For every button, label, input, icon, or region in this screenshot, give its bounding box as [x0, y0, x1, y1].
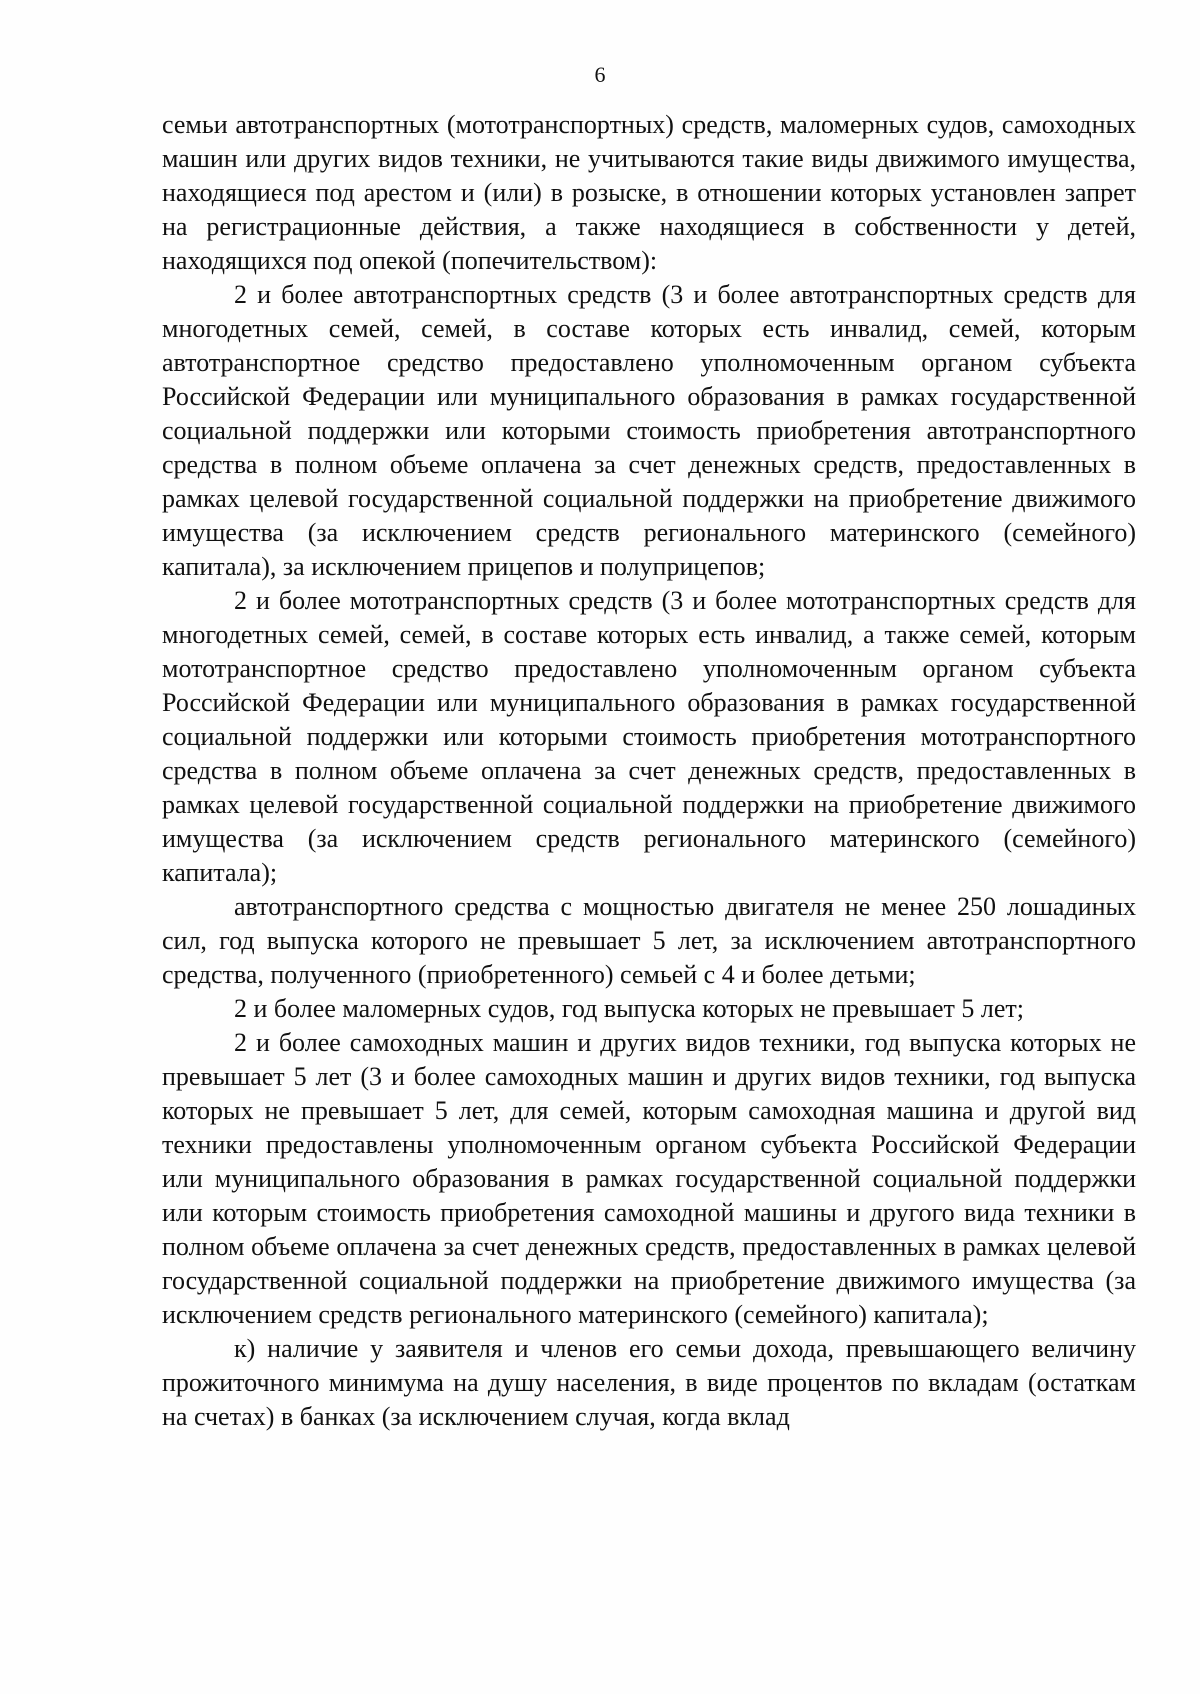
paragraph-continuation: семьи автотранспортных (мототранспортных) средств, маломерных судов, самоходных машин или других видов техники, не учитываются такие виды движимого имущества, находящиеся под арестом и (или) в розыске, в отношении которых установлен запрет на регистрационные действия, а также находящиеся в собственности у детей, находящихся под опекой (попечительством): [162, 110, 1136, 275]
page-number: 6 [594, 62, 606, 87]
paragraph-auto-vehicles: 2 и более автотранспортных средств (3 и более автотранспортных средств для многодетных семей, семей, в составе которых есть инвалид, семей, которым автотранспортное средство предоставлено уполномоченным органом субъекта Российской Федерации или муниципального образования в рамках государственной социальной поддержки или которыми стоимость приобретения автотранспортного средства в полном объеме оплачена за счет денежных средств, предоставленных в рамках целевой государственной социальной поддержки на приобретение движимого имущества (за исключением средств регионального материнского (семейного) капитала), за исключением прицепов и полуприцепов; [162, 280, 1136, 581]
paragraph-motorcycles: 2 и более мототранспортных средств (3 и более мототранспортных средств для многодетных семей, семей, в составе которых есть инвалид, а также семей, которым мототранспортное средство предоставлено уполномоченным органом субъекта Российской Федерации или муниципального образования в рамках государственной социальной поддержки или которыми стоимость приобретения мототранспортного средства в полном объеме оплачена за счет денежных средств, предоставленных в рамках целевой государственной социальной поддержки на приобретение движимого имущества (за исключением средств регионального материнского (семейного) капитала); [162, 586, 1136, 887]
paragraph-small-vessels: 2 и более маломерных судов, год выпуска которых не превышает 5 лет; [234, 994, 1024, 1023]
paragraph-engine-power: автотранспортного средства с мощностью двигателя не менее 250 лошадиных сил, год выпуска которого не превышает 5 лет, за исключением автотранспортного средства, полученного (приобретенного) семьей с 4 и более детьми; [162, 892, 1136, 989]
document-body [162, 108, 1136, 1434]
paragraph-item-k: к) наличие у заявителя и членов его семьи дохода, превышающего величину прожиточного минимума на душу населения, в виде процентов по вкладам (остаткам на счетах) в банках (за исключением случая, когда вклад [162, 1334, 1136, 1431]
paragraph-self-propelled-machines: 2 и более самоходных машин и других видов техники, год выпуска которых не превышает 5 лет (3 и более самоходных машин и других видов техники, год выпуска которых не превышает 5 лет, для семей, которым самоходная машина и другой вид техники предоставлены уполномоченным органом субъекта Российской Федерации или муниципального образования в рамках государственной социальной поддержки или которым стоимость приобретения самоходной машины и другого вида техники в полном объеме оплачена за счет денежных средств, предоставленных в рамках целевой государственной социальной поддержки на приобретение движимого имущества (за исключением средств регионального материнского (семейного) капитала); [162, 1028, 1136, 1329]
